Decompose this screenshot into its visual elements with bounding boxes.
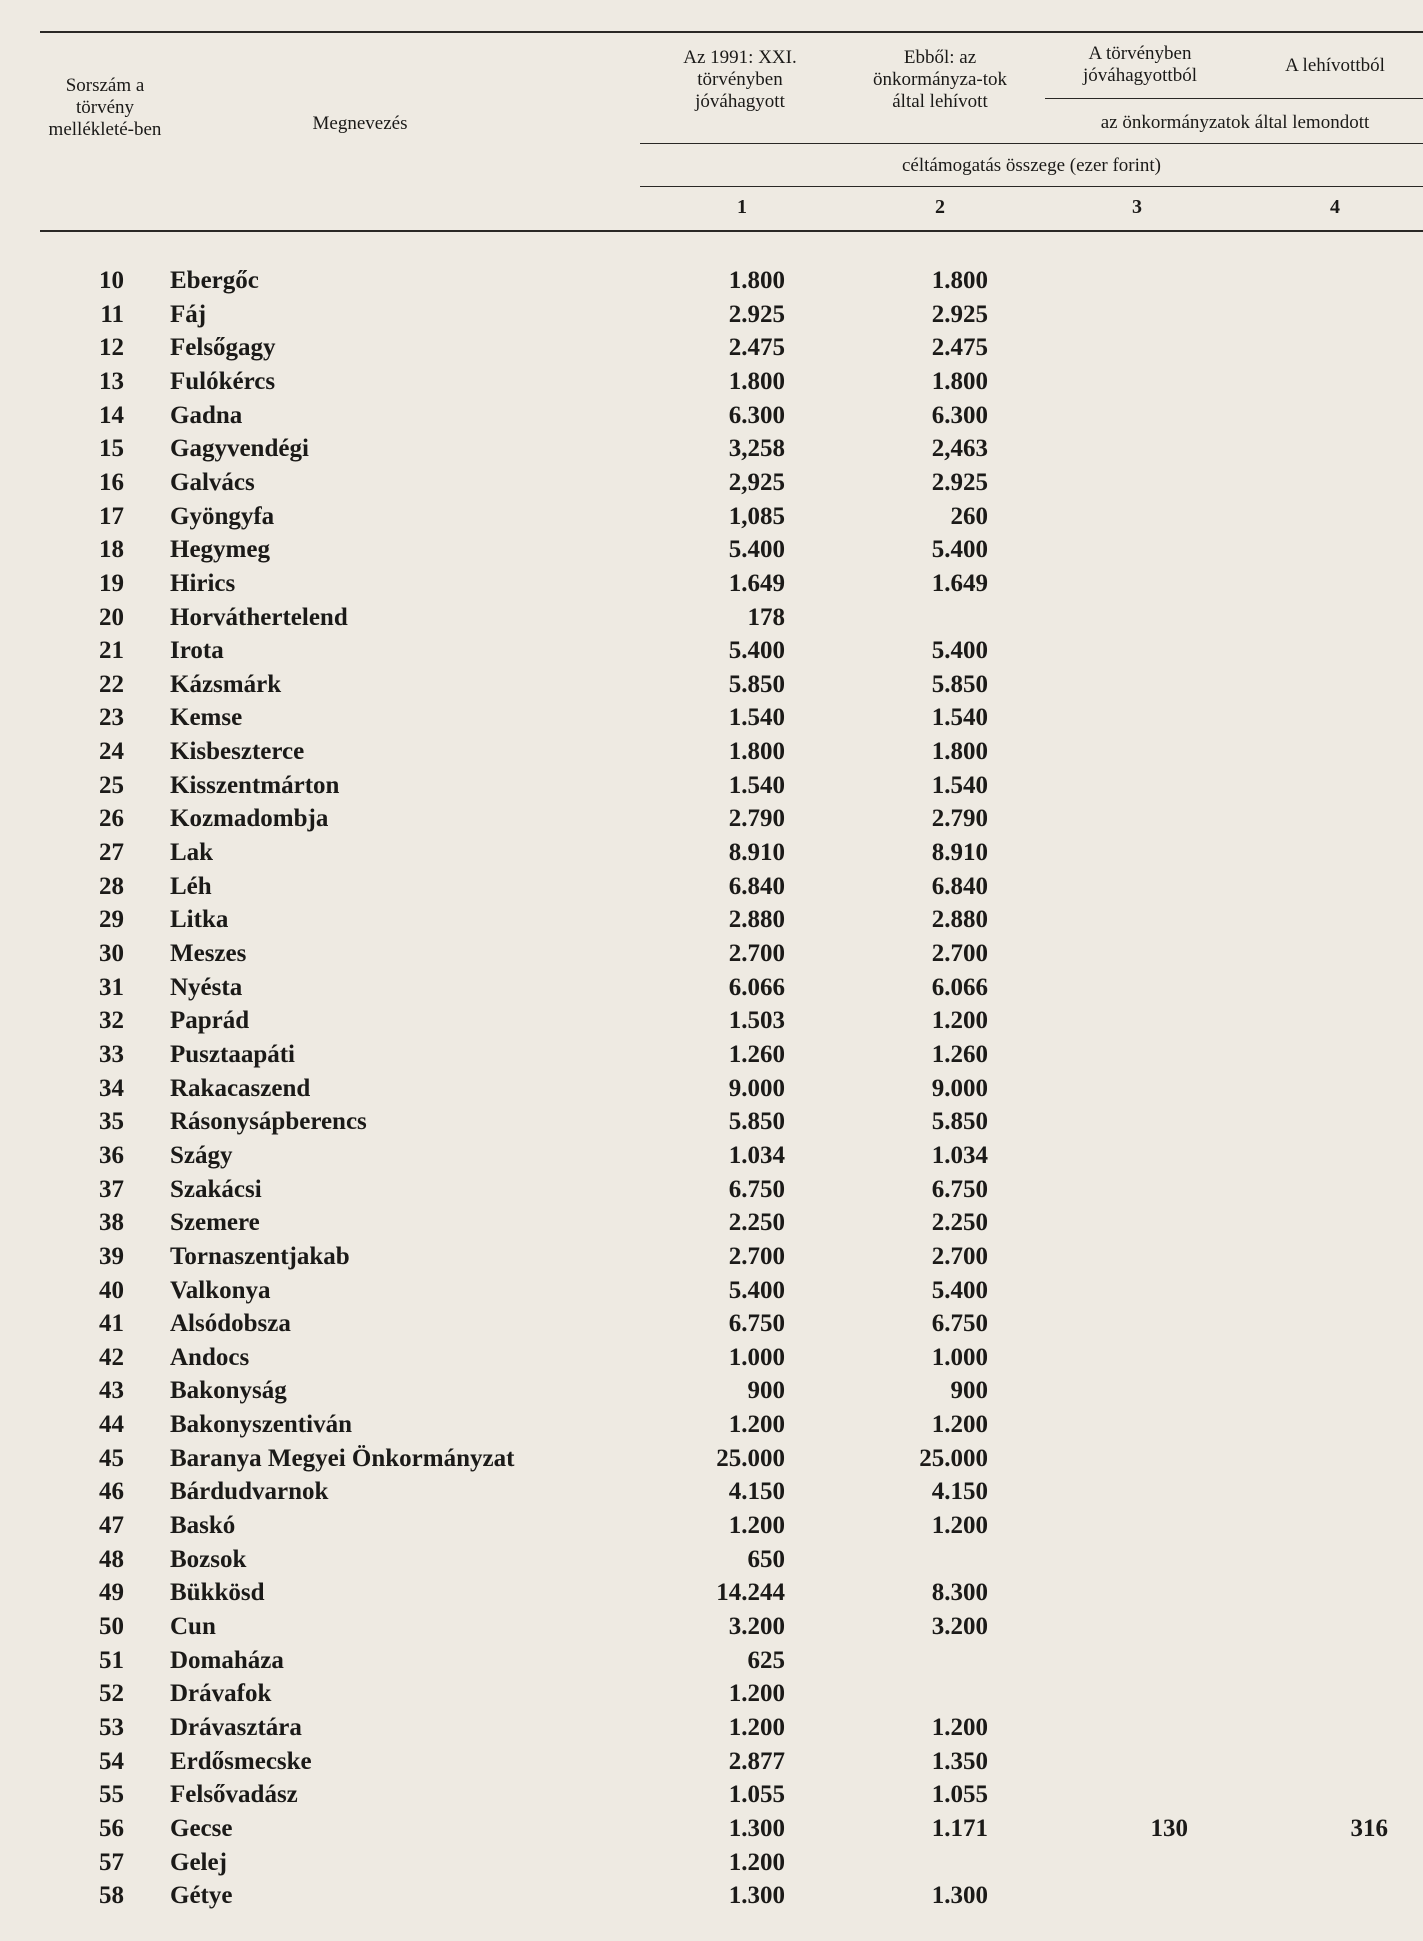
row-number: 39 — [99, 1243, 124, 1270]
row-name: Baskó — [170, 1512, 236, 1539]
row-name: Cun — [170, 1613, 216, 1640]
table-row — [0, 1647, 1423, 1680]
row-value-lehivott: 1.200 — [931, 1411, 988, 1438]
row-number: 11 — [100, 301, 124, 328]
column-index-4: 4 — [1330, 196, 1340, 218]
row-value-jovahagyott: 6.300 — [728, 402, 785, 429]
row-value-jovahagyott: 1.034 — [728, 1142, 785, 1169]
row-value-jovahagyott: 5.400 — [728, 1277, 785, 1304]
table-row — [0, 873, 1423, 906]
row-value-lehivott: 2.250 — [931, 1209, 988, 1236]
row-value-jovahagyott: 1.649 — [728, 570, 785, 597]
table-row — [0, 469, 1423, 502]
row-name: Szemere — [170, 1209, 260, 1236]
row-value-jovahagyott: 2.250 — [728, 1209, 785, 1236]
row-value-lehivott: 2,463 — [931, 435, 988, 462]
table-row — [0, 1344, 1423, 1377]
table-row — [0, 940, 1423, 973]
header-megnevezes: Megnevezés — [312, 113, 408, 134]
row-name: Gagyvendégi — [170, 435, 309, 462]
row-value-lehivott: 1.800 — [931, 368, 988, 395]
row-value-jovahagyott: 1.540 — [728, 772, 785, 799]
table-row — [0, 1815, 1423, 1848]
row-value-lehivott: 2.475 — [931, 334, 988, 361]
column-index-1: 1 — [737, 196, 747, 218]
row-name: Valkonya — [170, 1277, 271, 1304]
table-row — [0, 1243, 1423, 1276]
celtamogatas-rule — [640, 143, 1423, 144]
row-number: 10 — [99, 267, 124, 294]
row-value-lehivott: 1.800 — [931, 738, 988, 765]
row-number: 18 — [99, 536, 124, 563]
row-number: 29 — [99, 906, 124, 933]
row-value-jovahagyott: 6.750 — [728, 1176, 785, 1203]
row-value-jovahagyott: 1.800 — [728, 267, 785, 294]
row-number: 52 — [99, 1680, 124, 1707]
row-value-lehivott: 1.260 — [931, 1041, 988, 1068]
row-name: Alsódobsza — [170, 1310, 291, 1337]
row-name: Lak — [170, 839, 214, 866]
row-number: 36 — [99, 1142, 124, 1169]
row-number: 35 — [99, 1108, 124, 1135]
row-value-lehivott: 1.300 — [931, 1882, 988, 1909]
column-index-2: 2 — [935, 196, 945, 218]
row-value-lehivott: 5.400 — [931, 637, 988, 664]
row-name: Meszes — [170, 940, 247, 967]
row-value-lehivott: 8.910 — [931, 839, 988, 866]
header-1991-torveny: Az 1991: XXI. törvényben jóváhagyott — [683, 47, 797, 112]
row-name: Bakonyszentiván — [170, 1411, 352, 1438]
row-value-jovahagyott: 1.200 — [728, 1680, 785, 1707]
row-value-jovahagyott: 2.880 — [728, 906, 785, 933]
table-row — [0, 805, 1423, 838]
row-value-lehivott: 9.000 — [931, 1075, 988, 1102]
row-name: Drávafok — [170, 1680, 272, 1707]
row-name: Felsőgagy — [170, 334, 276, 361]
table-row — [0, 536, 1423, 569]
table-row — [0, 1579, 1423, 1612]
row-number: 48 — [99, 1546, 124, 1573]
row-name: Baranya Megyei Önkormányzat — [170, 1445, 515, 1472]
row-name: Paprád — [170, 1007, 250, 1034]
row-value-lehivott: 900 — [950, 1377, 988, 1404]
table-row — [0, 1041, 1423, 1074]
row-number: 25 — [99, 772, 124, 799]
row-value-jovahagyott: 5.850 — [728, 1108, 785, 1135]
table-row — [0, 1277, 1423, 1310]
row-value-lehivott: 2.700 — [931, 1243, 988, 1270]
row-value-jovahagyott: 2,925 — [728, 469, 785, 496]
row-name: Felsővadász — [170, 1781, 298, 1808]
row-value-lehivott-lemondott: 316 — [1350, 1815, 1388, 1842]
lemondott-rule — [1045, 98, 1423, 99]
row-value-jovahagyott: 1.200 — [728, 1411, 785, 1438]
row-value-jovahagyott: 6.840 — [728, 873, 785, 900]
table-row — [0, 267, 1423, 300]
row-value-jovahagyott: 178 — [747, 604, 785, 631]
row-number: 58 — [99, 1882, 124, 1909]
row-value-jovahagyott: 25.000 — [716, 1445, 785, 1472]
row-value-jovahagyott: 1.055 — [728, 1781, 785, 1808]
row-value-jovahagyott: 1.200 — [728, 1714, 785, 1741]
table-row — [0, 1714, 1423, 1747]
row-name: Gelej — [170, 1849, 227, 1876]
row-value-tv-lemondott: 130 — [1150, 1815, 1188, 1842]
row-value-jovahagyott: 4.150 — [728, 1478, 785, 1505]
table-row — [0, 334, 1423, 367]
row-value-lehivott: 2.925 — [931, 301, 988, 328]
table-row — [0, 839, 1423, 872]
row-number: 31 — [99, 974, 124, 1001]
row-value-jovahagyott: 8.910 — [728, 839, 785, 866]
table-row — [0, 1411, 1423, 1444]
row-value-jovahagyott: 1.503 — [728, 1007, 785, 1034]
table-row — [0, 1310, 1423, 1343]
row-number: 53 — [99, 1714, 124, 1741]
row-value-lehivott: 1.200 — [931, 1512, 988, 1539]
row-name: Kozmadombja — [170, 805, 329, 832]
table-row — [0, 1478, 1423, 1511]
table-row — [0, 1142, 1423, 1175]
row-name: Bükkösd — [170, 1579, 265, 1606]
row-name: Bozsok — [170, 1546, 247, 1573]
index-rule — [640, 186, 1423, 187]
table-row — [0, 1176, 1423, 1209]
row-name: Galvács — [170, 469, 255, 496]
row-number: 46 — [99, 1478, 124, 1505]
table-row — [0, 435, 1423, 468]
row-value-jovahagyott: 650 — [747, 1546, 785, 1573]
table-row — [0, 772, 1423, 805]
row-value-jovahagyott: 14.244 — [716, 1579, 785, 1606]
row-number: 45 — [99, 1445, 124, 1472]
row-name: Rásonysápberencs — [170, 1108, 367, 1135]
row-name: Horváthertelend — [170, 604, 348, 631]
row-value-jovahagyott: 1.200 — [728, 1849, 785, 1876]
row-value-lehivott: 6.750 — [931, 1176, 988, 1203]
row-value-lehivott: 6.750 — [931, 1310, 988, 1337]
row-value-lehivott: 4.150 — [931, 1478, 988, 1505]
row-number: 44 — [99, 1411, 124, 1438]
row-value-lehivott: 1.034 — [931, 1142, 988, 1169]
row-value-lehivott: 1.200 — [931, 1007, 988, 1034]
row-value-lehivott: 8.300 — [931, 1579, 988, 1606]
row-number: 37 — [99, 1176, 124, 1203]
row-number: 49 — [99, 1579, 124, 1606]
table-row — [0, 1680, 1423, 1713]
row-number: 26 — [99, 805, 124, 832]
row-value-jovahagyott: 2.700 — [728, 1243, 785, 1270]
row-value-jovahagyott: 2.700 — [728, 940, 785, 967]
row-name: Fáj — [170, 301, 207, 328]
row-value-lehivott: 3.200 — [931, 1613, 988, 1640]
row-name: Szágy — [170, 1142, 233, 1169]
row-value-jovahagyott: 2.925 — [728, 301, 785, 328]
row-value-lehivott: 5.850 — [931, 671, 988, 698]
row-value-lehivott: 1.800 — [931, 267, 988, 294]
table-row — [0, 704, 1423, 737]
row-name: Szakácsi — [170, 1176, 262, 1203]
row-name: Irota — [170, 637, 224, 664]
row-name: Drávasztára — [170, 1714, 302, 1741]
row-number: 50 — [99, 1613, 124, 1640]
table-row — [0, 1377, 1423, 1410]
table-row — [0, 1512, 1423, 1545]
table-row — [0, 1209, 1423, 1242]
row-value-jovahagyott: 1.200 — [728, 1512, 785, 1539]
row-value-lehivott: 1.200 — [931, 1714, 988, 1741]
row-name: Hirics — [170, 570, 236, 597]
row-number: 19 — [99, 570, 124, 597]
table-row — [0, 974, 1423, 1007]
row-number: 57 — [99, 1849, 124, 1876]
row-name: Gyöngyfa — [170, 503, 275, 530]
row-value-jovahagyott: 1.800 — [728, 738, 785, 765]
row-value-jovahagyott: 1.540 — [728, 704, 785, 731]
table-row — [0, 1613, 1423, 1646]
row-name: Kemse — [170, 704, 243, 731]
table-row — [0, 1748, 1423, 1781]
table-row — [0, 402, 1423, 435]
row-value-lehivott: 5.400 — [931, 536, 988, 563]
row-value-lehivott: 5.400 — [931, 1277, 988, 1304]
row-value-jovahagyott: 6.750 — [728, 1310, 785, 1337]
row-number: 43 — [99, 1377, 124, 1404]
table-row — [0, 1781, 1423, 1814]
row-number: 28 — [99, 873, 124, 900]
row-value-jovahagyott: 625 — [747, 1647, 785, 1674]
column-index-3: 3 — [1132, 196, 1142, 218]
row-value-jovahagyott: 2.790 — [728, 805, 785, 832]
row-value-jovahagyott: 5.400 — [728, 536, 785, 563]
row-name: Gecse — [170, 1815, 233, 1842]
row-name: Pusztaapáti — [170, 1041, 295, 1068]
table-row — [0, 671, 1423, 704]
row-number: 16 — [99, 469, 124, 496]
row-name: Kázsmárk — [170, 671, 282, 698]
row-number: 42 — [99, 1344, 124, 1371]
row-number: 17 — [99, 503, 124, 530]
row-value-lehivott: 5.850 — [931, 1108, 988, 1135]
header-torvenyben-jovahagyottbol: A törvényben jóváhagyottból — [1083, 43, 1197, 86]
row-name: Gadna — [170, 402, 243, 429]
row-name: Bárdudvarnok — [170, 1478, 329, 1505]
row-value-jovahagyott: 6.066 — [728, 974, 785, 1001]
row-value-lehivott: 1.649 — [931, 570, 988, 597]
row-value-jovahagyott: 1.300 — [728, 1882, 785, 1909]
row-name: Kisbeszterce — [170, 738, 305, 765]
header-sorszam: Sorszám a törvény mellékleté-ben — [48, 75, 162, 140]
top-rule — [40, 31, 1423, 33]
row-value-lehivott: 260 — [950, 503, 988, 530]
row-name: Hegymeg — [170, 536, 270, 563]
header-celtamogatas-osszege: céltámogatás összege (ezer forint) — [901, 155, 1161, 176]
row-value-lehivott: 1.350 — [931, 1748, 988, 1775]
row-value-jovahagyott: 3.200 — [728, 1613, 785, 1640]
row-number: 32 — [99, 1007, 124, 1034]
row-number: 20 — [99, 604, 124, 631]
row-number: 54 — [99, 1748, 124, 1775]
row-value-jovahagyott: 1.800 — [728, 368, 785, 395]
header-lehivottbol: A lehívottból — [1285, 55, 1385, 76]
row-number: 13 — [99, 368, 124, 395]
row-value-lehivott: 1.171 — [931, 1815, 988, 1842]
header-ebbol-lehivott: Ebből: az önkormányza-tok által lehívott — [872, 47, 1007, 112]
row-value-lehivott: 1.000 — [931, 1344, 988, 1371]
row-name: Litka — [170, 906, 229, 933]
row-value-jovahagyott: 1.260 — [728, 1041, 785, 1068]
row-value-lehivott: 6.066 — [931, 974, 988, 1001]
row-value-lehivott: 2.700 — [931, 940, 988, 967]
row-value-lehivott: 2.925 — [931, 469, 988, 496]
row-value-jovahagyott: 2.475 — [728, 334, 785, 361]
table-row — [0, 1882, 1423, 1915]
table-row — [0, 1075, 1423, 1108]
row-number: 27 — [99, 839, 124, 866]
row-number: 34 — [99, 1075, 124, 1102]
row-value-jovahagyott: 900 — [747, 1377, 785, 1404]
row-number: 24 — [99, 738, 124, 765]
row-value-lehivott: 1.540 — [931, 704, 988, 731]
row-number: 12 — [99, 334, 124, 361]
row-number: 47 — [99, 1512, 124, 1539]
row-number: 23 — [99, 704, 124, 731]
row-number: 30 — [99, 940, 124, 967]
table-row — [0, 503, 1423, 536]
row-value-jovahagyott: 9.000 — [728, 1075, 785, 1102]
row-name: Nyésta — [170, 974, 243, 1001]
row-value-jovahagyott: 1.000 — [728, 1344, 785, 1371]
row-number: 55 — [99, 1781, 124, 1808]
table-row — [0, 1007, 1423, 1040]
header-lemondott: az önkormányzatok által lemondott — [1100, 112, 1370, 133]
row-value-lehivott: 1.540 — [931, 772, 988, 799]
row-number: 38 — [99, 1209, 124, 1236]
row-number: 40 — [99, 1277, 124, 1304]
row-name: Andocs — [170, 1344, 250, 1371]
row-value-lehivott: 25.000 — [919, 1445, 988, 1472]
row-number: 14 — [99, 402, 124, 429]
table-row — [0, 570, 1423, 603]
table-row — [0, 301, 1423, 334]
table-row — [0, 368, 1423, 401]
row-value-lehivott: 2.880 — [931, 906, 988, 933]
row-name: Domaháza — [170, 1647, 284, 1674]
table-row — [0, 1849, 1423, 1882]
row-value-jovahagyott: 3,258 — [728, 435, 785, 462]
row-number: 15 — [99, 435, 124, 462]
row-value-lehivott: 2.790 — [931, 805, 988, 832]
table-row — [0, 1108, 1423, 1141]
row-value-jovahagyott: 2.877 — [728, 1748, 785, 1775]
row-number: 22 — [99, 671, 124, 698]
row-value-jovahagyott: 1,085 — [728, 503, 785, 530]
row-name: Ebergőc — [170, 267, 259, 294]
row-value-jovahagyott: 5.850 — [728, 671, 785, 698]
row-name: Fulókércs — [170, 368, 276, 395]
table-row — [0, 604, 1423, 637]
table-row — [0, 1546, 1423, 1579]
row-value-jovahagyott: 5.400 — [728, 637, 785, 664]
row-number: 51 — [99, 1647, 124, 1674]
row-number: 33 — [99, 1041, 124, 1068]
row-value-lehivott: 6.300 — [931, 402, 988, 429]
table-row — [0, 906, 1423, 939]
row-name: Bakonyság — [170, 1377, 287, 1404]
row-value-jovahagyott: 1.300 — [728, 1815, 785, 1842]
row-name: Rakacaszend — [170, 1075, 311, 1102]
table-row — [0, 637, 1423, 670]
row-name: Gétye — [170, 1882, 233, 1909]
row-value-lehivott: 6.840 — [931, 873, 988, 900]
row-name: Erdősmecske — [170, 1748, 312, 1775]
row-number: 56 — [99, 1815, 124, 1842]
row-name: Tornaszentjakab — [170, 1243, 350, 1270]
row-name: Léh — [170, 873, 212, 900]
table-row — [0, 1445, 1423, 1478]
header-bottom-rule — [40, 230, 1423, 232]
row-name: Kisszentmárton — [170, 772, 340, 799]
table-row — [0, 738, 1423, 771]
row-number: 21 — [99, 637, 124, 664]
row-value-lehivott: 1.055 — [931, 1781, 988, 1808]
row-number: 41 — [99, 1310, 124, 1337]
